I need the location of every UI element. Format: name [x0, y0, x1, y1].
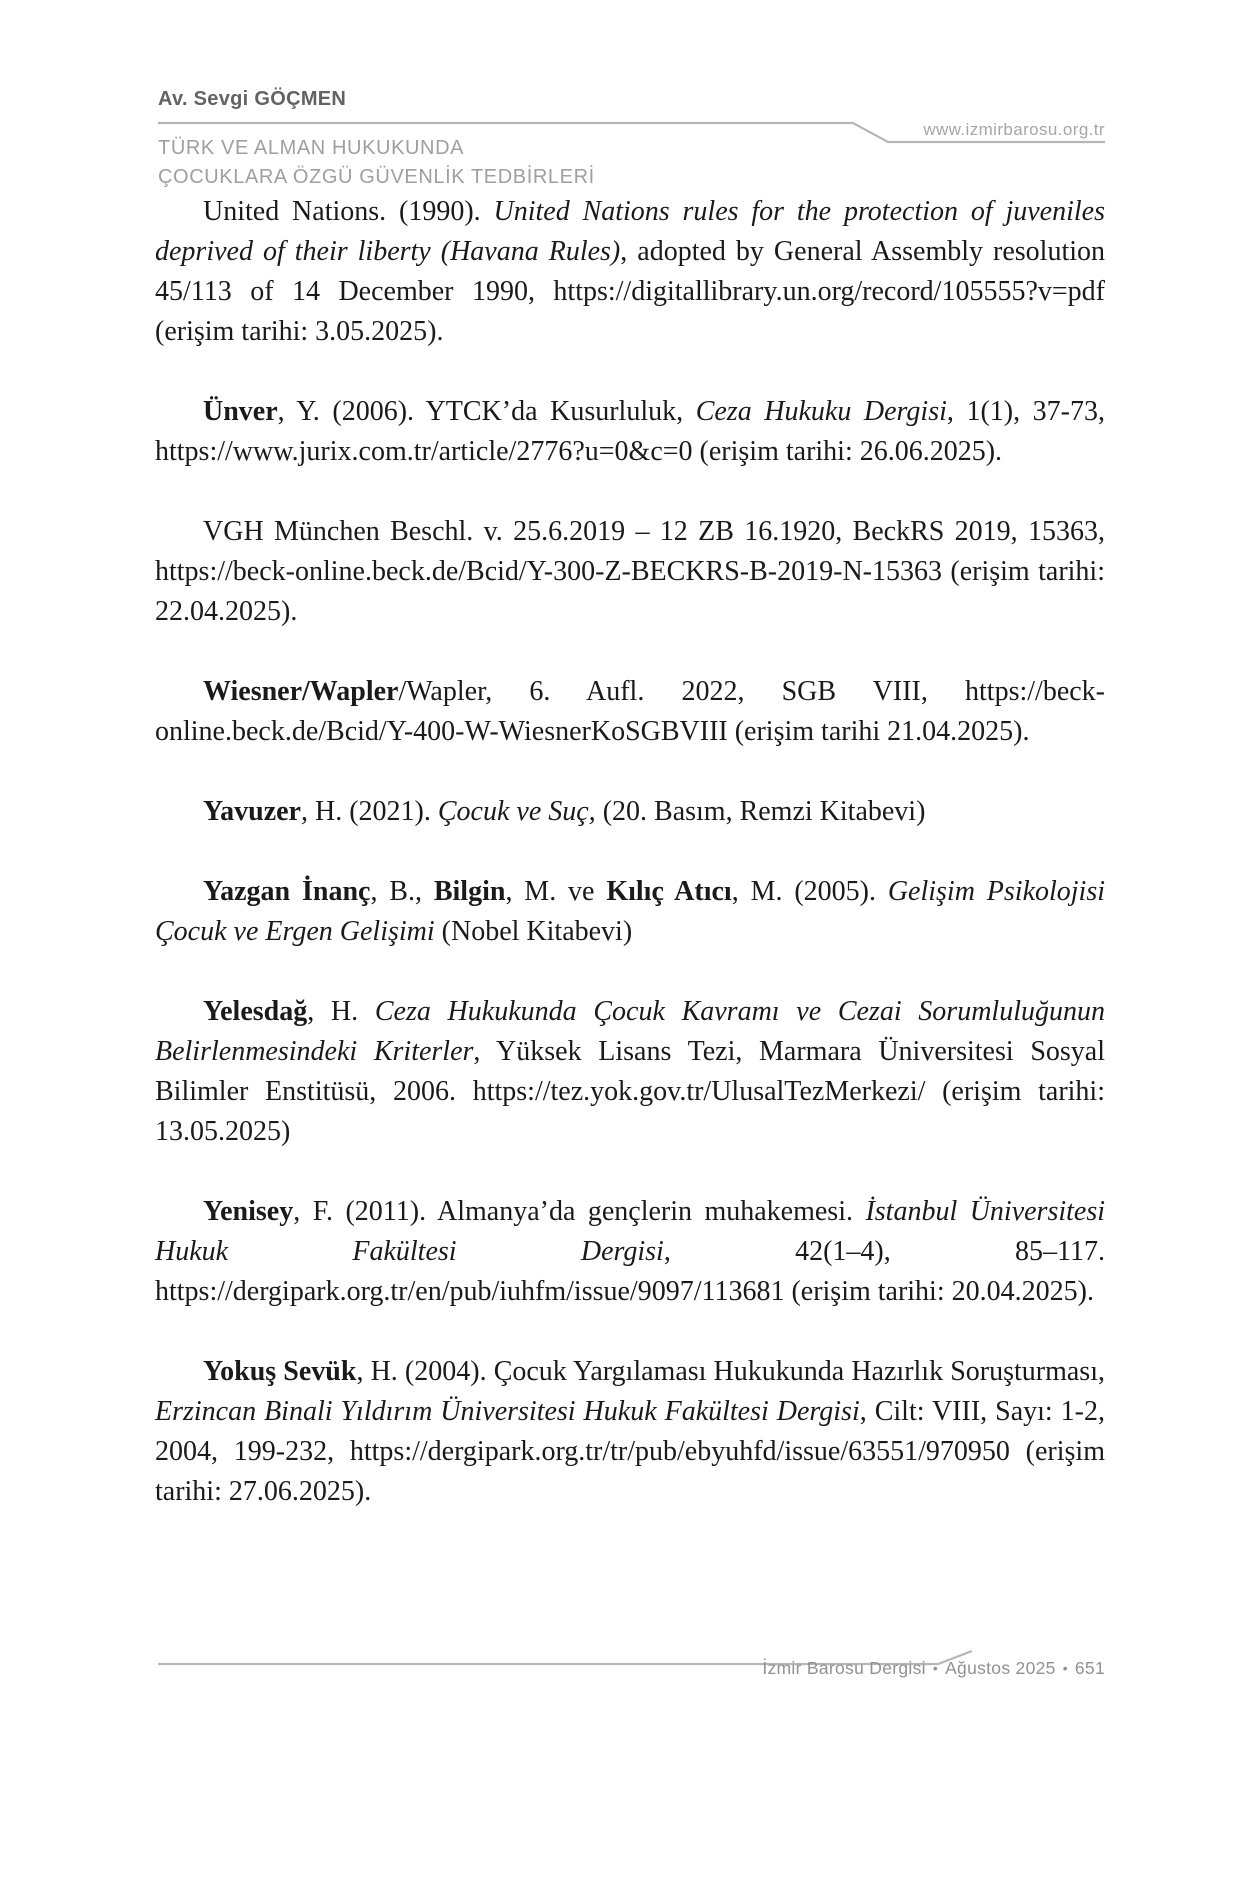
reference-segment: Ceza Hukuku Dergisi	[695, 396, 947, 427]
reference-segment: /Wapler, 6. Aufl. 2022, SGB VIII, https://beck-online.beck.de/Bcid/Y-400-W-WiesnerKoSGBVIII (erişim tarihi 21.04.2025).	[155, 676, 1105, 747]
reference-segment: , Yüksek Lisans Tezi, Marmara Üniversitesi Sosyal Bilimler Enstitüsü, 2006. https://tez.yok.gov.tr/UlusalTezMerkezi/ (erişim tarihi: 13.05.2025)	[155, 1036, 1105, 1147]
reference-entry	[155, 512, 1105, 632]
reference-entry	[155, 672, 1105, 752]
reference-segment: , H. (2021).	[300, 796, 438, 827]
running-title-line1: TÜRK VE ALMAN HUKUKUNDA	[158, 137, 465, 159]
reference-entry	[155, 992, 1105, 1152]
reference-segment: Yavuzer	[203, 796, 301, 827]
footer-separator: •	[932, 1660, 939, 1676]
reference-segment: Ünver	[203, 396, 278, 427]
reference-entry	[155, 1352, 1105, 1512]
reference-segment: , M. (2005).	[731, 876, 888, 907]
footer-journal-info	[762, 1658, 1105, 1679]
running-title	[158, 134, 595, 192]
reference-entry	[155, 1192, 1105, 1312]
footer-separator: •	[1062, 1660, 1068, 1676]
reference-segment: Erzincan Binali Yıldırım Üniversitesi Hukuk Fakültesi Dergisi	[155, 1396, 860, 1427]
website-url: www.izmirbarosu.org.tr	[923, 120, 1105, 139]
reference-segment: , 42(1–4), 85–117. https://dergipark.org.tr/en/pub/iuhfm/issue/9097/113681 (erişim tarihi: 20.04.2025).	[155, 1236, 1105, 1307]
reference-segment: Yenisey	[203, 1196, 294, 1227]
reference-segment: Yazgan İnanç	[203, 876, 371, 907]
reference-segment: VGH München Beschl. v. 25.6.2019 – 12 ZB 16.1920, BeckRS 2019, 15363, https://beck-online.beck.de/Bcid/Y-300-Z-BECKRS-B-2019-N-15363 (erişim tarihi: 22.04.2025).	[155, 516, 1105, 627]
reference-entry	[155, 792, 1105, 832]
reference-segment: (20. Basım, Remzi Kitabevi)	[595, 796, 926, 827]
reference-segment: (Nobel Kitabevi)	[434, 916, 633, 947]
reference-segment: Çocuk ve Suç,	[437, 796, 596, 827]
reference-segment: Yelesdağ	[203, 996, 308, 1027]
author-name: Av. Sevgi GÖÇMEN	[158, 88, 347, 110]
reference-segment: Wiesner/Wapler	[203, 676, 399, 707]
reference-segment: , 1(1), 37-73, https://www.jurix.com.tr/article/2776?u=0&c=0 (erişim tarihi: 26.06.2025).	[155, 396, 1105, 467]
reference-segment: , Cilt: VIII, Sayı: 1-2, 2004, 199-232, https://dergipark.org.tr/tr/pub/ebyuhfd/issue/63551/970950 (erişim tarihi: 27.06.2025).	[155, 1396, 1105, 1507]
reference-segment: , M. ve	[505, 876, 607, 907]
reference-segment: İstanbul Üniversitesi Hukuk Fakültesi Dergisi	[155, 1196, 1106, 1267]
reference-entry	[155, 192, 1105, 352]
reference-segment: Bilgin	[433, 876, 506, 907]
reference-segment: Ceza Hukukunda Çocuk Kavramı ve Cezai Sorumluluğunun Belirlenmesindeki Kriterler	[155, 996, 1105, 1067]
reference-segment: , adopted by General Assembly resolution 45/113 of 14 December 1990, https://digitallibrary.un.org/record/105555?v=pdf (erişim tarihi: 3.05.2025).	[155, 236, 1105, 347]
reference-segment: , B.,	[370, 876, 434, 907]
running-title-line2: ÇOCUKLARA ÖZGÜ GÜVENLİK TEDBİRLERİ	[158, 166, 595, 188]
reference-segment: , F. (2011). Almanya’da gençlerin muhakemesi.	[293, 1196, 866, 1227]
journal-name: İzmir Barosu Dergisi	[762, 1658, 926, 1678]
reference-segment: United Nations rules for the protection of juveniles deprived of their liberty (Havana Rules)	[155, 196, 1105, 267]
reference-segment: Yokuş Sevük	[203, 1356, 357, 1387]
reference-entry	[155, 872, 1105, 952]
reference-segment: United Nations. (1990).	[203, 196, 494, 227]
issue-date: Ağustos 2025	[945, 1658, 1056, 1678]
reference-segment: , H. (2004). Çocuk Yargılaması Hukukunda Hazırlık Soruşturması,	[356, 1356, 1105, 1387]
page-number: 651	[1074, 1658, 1105, 1678]
reference-segment: Kılıç Atıcı	[606, 876, 732, 907]
reference-segment: , H.	[307, 996, 375, 1027]
reference-segment: Gelişim Psikolojisi Çocuk ve Ergen Gelişimi	[155, 876, 1106, 947]
reference-entry	[155, 392, 1105, 472]
references-section	[155, 192, 1105, 1552]
reference-segment: , Y. (2006). YTCK’da Kusurluluk,	[277, 396, 696, 427]
